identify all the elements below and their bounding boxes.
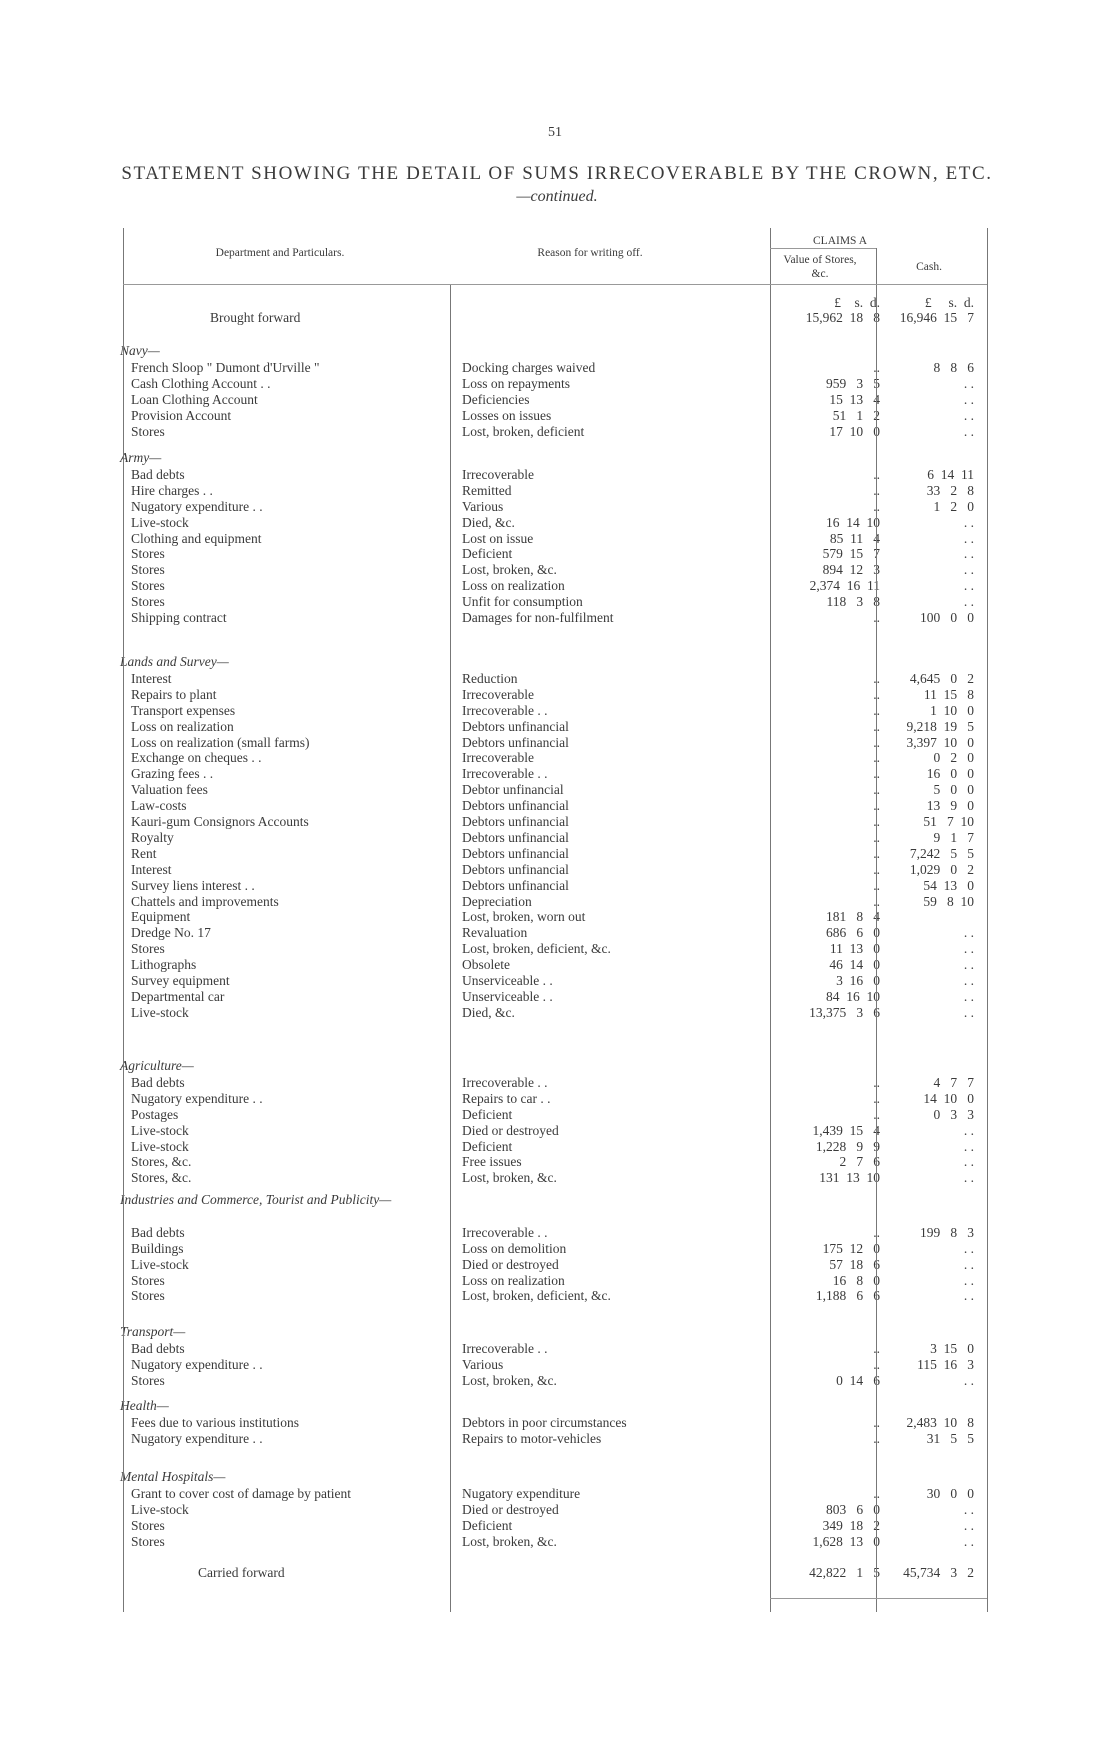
- section-title: Agriculture—: [120, 1058, 194, 1073]
- row-reason: Unserviceable . .: [462, 988, 553, 1004]
- row-value: 2,374 16 11: [809, 578, 880, 594]
- right-rule: [987, 228, 988, 1612]
- row-cash: . .: [963, 562, 974, 578]
- row-cash: 3 15 0: [930, 1340, 974, 1356]
- row-reason: Debtors unfinancial: [462, 829, 569, 845]
- row-reason: Free issues: [462, 1154, 522, 1170]
- row-reason: Debtors unfinancial: [462, 798, 569, 814]
- brought-forward-label: Brought forward: [210, 310, 301, 325]
- carried-forward-label: Carried forward: [198, 1565, 285, 1580]
- row-value: ..: [873, 1106, 880, 1122]
- left-rule: [123, 228, 124, 1612]
- row-cash: . .: [963, 1240, 974, 1256]
- page-subtitle: —continued.: [516, 188, 598, 205]
- row-value: ..: [873, 798, 880, 814]
- row-value: ..: [873, 1485, 880, 1501]
- row-value: 13,375 3 6: [809, 1004, 880, 1020]
- row-item: Departmental car: [131, 988, 225, 1004]
- row-item: Stores: [131, 562, 165, 578]
- row-reason: Remitted: [462, 482, 512, 498]
- row-item: Chattels and improvements: [131, 893, 279, 909]
- row-value: ..: [873, 829, 880, 845]
- row-cash: . .: [963, 1004, 974, 1020]
- row-item: Loss on realization: [131, 718, 234, 734]
- row-value: ..: [873, 702, 880, 718]
- row-value: 181 8 4: [826, 909, 880, 925]
- row-reason: Died or destroyed: [462, 1501, 559, 1517]
- row-cash: . .: [963, 1517, 974, 1533]
- row-value: ..: [873, 610, 880, 625]
- row-value: 16 8 0: [832, 1272, 880, 1288]
- row-reason: Debtors unfinancial: [462, 877, 569, 893]
- row-reason: Reduction: [462, 670, 518, 686]
- row-cash: 13 9 0: [926, 798, 974, 814]
- reason-rule: [450, 285, 451, 1612]
- row-value: ..: [873, 498, 880, 514]
- brought-forward-value: 15,962 18 8: [805, 310, 880, 325]
- row-item: Interest: [131, 670, 172, 686]
- row-item: Live-stock: [131, 514, 189, 530]
- row-item: Stores, &c.: [131, 1170, 192, 1186]
- row-item: Stores: [131, 546, 165, 562]
- row-value: ..: [873, 750, 880, 766]
- row-value: 959 3 5: [826, 375, 880, 391]
- row-reason: Debtors unfinancial: [462, 861, 569, 877]
- row-value: 175 12 0: [822, 1240, 880, 1256]
- row-value: 2 7 6: [839, 1154, 880, 1170]
- carried-forward-value: 42,822 1 5: [809, 1565, 880, 1580]
- row-reason: Damages for non-fulfilment: [462, 610, 614, 625]
- row-item: Survey liens interest . .: [131, 877, 255, 893]
- row-cash: 1 10 0: [930, 702, 974, 718]
- row-item: Stores: [131, 423, 165, 439]
- row-reason: Lost on issue: [462, 530, 534, 546]
- row-item: Law-costs: [131, 798, 187, 814]
- row-cash: 1,029 0 2: [909, 861, 974, 877]
- row-item: Live-stock: [131, 1138, 189, 1154]
- row-item: Kauri-gum Consignors Accounts: [131, 814, 309, 829]
- row-item: Bad debts: [131, 1340, 185, 1356]
- row-value: ..: [873, 1430, 880, 1446]
- row-cash: . .: [963, 1372, 974, 1388]
- row-value: ..: [873, 1074, 880, 1090]
- row-item: Cash Clothing Account . .: [131, 375, 271, 391]
- row-value: 894 12 3: [822, 562, 880, 578]
- header-cash: Cash.: [916, 261, 942, 273]
- row-reason: Irrecoverable . .: [462, 1340, 548, 1356]
- row-cash: . .: [963, 594, 974, 610]
- row-reason: Lost, broken, &c.: [462, 562, 557, 578]
- row-reason: Irrecoverable: [462, 466, 534, 482]
- row-cash: 0 2 0: [933, 750, 974, 766]
- row-value: 17 10 0: [829, 423, 880, 439]
- row-cash: . .: [963, 514, 974, 530]
- row-item: Royalty: [131, 829, 174, 845]
- currency-header-cash: £ s. d.: [924, 295, 974, 310]
- section-title: Mental Hospitals—: [120, 1469, 226, 1484]
- row-value: 15 13 4: [829, 391, 880, 407]
- row-reason: Losses on issues: [462, 407, 552, 423]
- row-value: 85 11 4: [829, 530, 880, 546]
- row-reason: Irrecoverable . .: [462, 1224, 548, 1240]
- row-item: Rent: [131, 845, 157, 861]
- row-reason: Deficient: [462, 1517, 513, 1533]
- row-value: 16 14 10: [826, 514, 880, 530]
- row-item: Stores: [131, 941, 165, 957]
- row-cash: 33 2 8: [926, 482, 974, 498]
- row-value: 11 13 0: [829, 941, 880, 957]
- row-value: 57 18 6: [829, 1256, 880, 1272]
- row-item: Live-stock: [131, 1256, 189, 1272]
- row-reason: Depreciation: [462, 893, 532, 909]
- row-reason: Loss on repayments: [462, 375, 570, 391]
- row-cash: 14 10 0: [923, 1090, 974, 1106]
- row-item: Stores: [131, 1533, 165, 1549]
- row-cash: 31 5 5: [926, 1430, 974, 1446]
- row-value: ..: [873, 893, 880, 909]
- row-reason: Repairs to car . .: [462, 1090, 551, 1106]
- header-value-of-stores: Value of Stores, &c.: [783, 254, 857, 280]
- row-cash: . .: [963, 530, 974, 546]
- row-cash: 54 13 0: [923, 877, 974, 893]
- row-reason: Debtor unfinancial: [462, 782, 564, 798]
- row-item: Nugatory expenditure . .: [131, 1430, 263, 1446]
- row-reason: Repairs to motor-vehicles: [462, 1430, 602, 1446]
- row-item: Nugatory expenditure . .: [131, 498, 263, 514]
- row-reason: Deficiencies: [462, 391, 530, 407]
- row-value: 686 6 0: [826, 925, 880, 941]
- total-rule: [770, 1598, 987, 1599]
- row-cash: . .: [963, 1138, 974, 1154]
- row-reason: Various: [462, 1356, 504, 1372]
- row-item: Stores, &c.: [131, 1154, 192, 1170]
- row-reason: Lost, broken, deficient, &c.: [462, 941, 611, 957]
- header-reason: Reason for writing off.: [537, 247, 643, 259]
- row-item: Lithographs: [131, 957, 197, 973]
- row-cash: 4,645 0 2: [909, 670, 974, 686]
- row-cash: 100 0 0: [920, 610, 974, 625]
- section-title: Transport—: [120, 1324, 186, 1339]
- row-item: Live-stock: [131, 1004, 189, 1020]
- row-reason: Irrecoverable . .: [462, 702, 548, 718]
- row-reason: Docking charges waived: [462, 359, 596, 375]
- row-cash: . .: [963, 375, 974, 391]
- row-item: Live-stock: [131, 1501, 189, 1517]
- row-reason: Deficient: [462, 1138, 513, 1154]
- row-value: ..: [873, 686, 880, 702]
- row-cash: . .: [963, 1122, 974, 1138]
- row-item: Dredge No. 17: [131, 925, 211, 941]
- row-cash: 9,218 19 5: [906, 718, 974, 734]
- row-reason: Irrecoverable . .: [462, 766, 548, 782]
- row-value: ..: [873, 1414, 880, 1430]
- row-item: Stores: [131, 578, 165, 594]
- header-department: Department and Particulars.: [215, 247, 345, 259]
- row-item: Nugatory expenditure . .: [131, 1356, 263, 1372]
- row-item: Stores: [131, 1272, 165, 1288]
- row-item: Bad debts: [131, 1074, 185, 1090]
- row-item: Stores: [131, 594, 165, 610]
- row-cash: 7,242 5 5: [909, 845, 974, 861]
- row-item: Valuation fees: [131, 782, 208, 798]
- row-value: 46 14 0: [829, 957, 880, 973]
- row-cash: . .: [963, 407, 974, 423]
- row-value: ..: [873, 1090, 880, 1106]
- row-value: ..: [873, 734, 880, 750]
- row-value: 1,439 15 4: [812, 1122, 880, 1138]
- row-reason: Deficient: [462, 546, 513, 562]
- row-item: Transport expenses: [131, 702, 236, 718]
- row-cash: . .: [963, 1272, 974, 1288]
- row-cash: . .: [963, 973, 974, 988]
- row-cash: 4 7 7: [933, 1074, 974, 1090]
- section-title: Army—: [120, 450, 162, 465]
- row-cash: 8 8 6: [933, 359, 974, 375]
- row-cash: . .: [963, 546, 974, 562]
- row-value: 84 16 10: [826, 988, 880, 1004]
- row-cash: . .: [963, 925, 974, 941]
- row-cash: . .: [963, 391, 974, 407]
- row-cash: . .: [963, 1256, 974, 1272]
- row-reason: Lost, broken, &c.: [462, 1372, 557, 1388]
- row-item: Grant to cover cost of damage by patient: [131, 1485, 352, 1501]
- row-reason: Died or destroyed: [462, 1256, 559, 1272]
- row-reason: Lost, broken, &c.: [462, 1170, 557, 1186]
- value-rule: [770, 228, 771, 1612]
- row-value: ..: [873, 466, 880, 482]
- row-item: Stores: [131, 1372, 165, 1388]
- row-cash: 9 1 7: [933, 829, 974, 845]
- row-reason: Lost, broken, deficient: [462, 423, 585, 439]
- row-item: Buildings: [131, 1240, 184, 1256]
- row-item: Postages: [131, 1106, 179, 1122]
- row-value: ..: [873, 877, 880, 893]
- row-reason: Died, &c.: [462, 1004, 515, 1020]
- currency-header-value: £ s. d.: [834, 295, 880, 310]
- row-reason: Died or destroyed: [462, 1122, 559, 1138]
- row-item: Loan Clothing Account: [131, 391, 258, 407]
- row-cash: . .: [963, 1288, 974, 1304]
- row-reason: Revaluation: [462, 925, 528, 941]
- cash-rule: [876, 248, 877, 1612]
- row-value: 1,188 6 6: [815, 1288, 880, 1304]
- row-cash: 59 8 10: [923, 893, 974, 909]
- row-item: Loss on realization (small farms): [131, 734, 310, 750]
- row-reason: Debtors unfinancial: [462, 814, 569, 829]
- row-item: Grazing fees . .: [131, 766, 214, 782]
- row-reason: Irrecoverable: [462, 750, 534, 766]
- row-value: ..: [873, 861, 880, 877]
- row-reason: Loss on demolition: [462, 1240, 567, 1256]
- section-title: Industries and Commerce, Tourist and Publicity—: [120, 1192, 392, 1207]
- brought-forward-cash: 16,946 15 7: [899, 310, 974, 325]
- row-item: Shipping contract: [131, 610, 227, 625]
- row-value: ..: [873, 670, 880, 686]
- row-cash: . .: [963, 423, 974, 439]
- carried-forward-cash: 45,734 3 2: [903, 1565, 974, 1580]
- row-reason: Unserviceable . .: [462, 973, 553, 988]
- row-item: Nugatory expenditure . .: [131, 1090, 263, 1106]
- row-value: ..: [873, 845, 880, 861]
- row-value: 0 14 6: [836, 1372, 880, 1388]
- row-value: ..: [873, 718, 880, 734]
- row-item: Equipment: [131, 909, 191, 925]
- row-item: Bad debts: [131, 466, 185, 482]
- row-value: ..: [873, 482, 880, 498]
- row-item: French Sloop " Dumont d'Urville ": [131, 359, 320, 375]
- row-cash: 3,397 10 0: [906, 734, 974, 750]
- row-item: Stores: [131, 1517, 165, 1533]
- row-cash: 6 14 11: [927, 466, 974, 482]
- row-item: Interest: [131, 861, 172, 877]
- header-bottom-rule: [123, 284, 987, 285]
- row-reason: Lost, broken, &c.: [462, 1533, 557, 1549]
- row-item: Bad debts: [131, 1224, 185, 1240]
- row-value: 1,628 13 0: [812, 1533, 880, 1549]
- row-value: 3 16 0: [836, 973, 880, 988]
- row-value: 51 1 2: [832, 407, 880, 423]
- row-value: 118 3 8: [826, 594, 880, 610]
- row-value: ..: [873, 1356, 880, 1372]
- page-number: 51: [548, 125, 562, 140]
- row-reason: Unfit for consumption: [462, 594, 583, 610]
- row-cash: 199 8 3: [920, 1224, 974, 1240]
- row-value: ..: [873, 1340, 880, 1356]
- row-cash: 1 2 0: [933, 498, 974, 514]
- row-cash: . .: [963, 957, 974, 973]
- claims-header-rule: [770, 248, 876, 249]
- row-reason: Loss on realization: [462, 578, 565, 594]
- section-title: Lands and Survey—: [120, 654, 229, 669]
- row-reason: Irrecoverable . .: [462, 1074, 548, 1090]
- page-title: STATEMENT SHOWING THE DETAIL OF SUMS IRRECOVERABLE BY THE CROWN, ETC.: [121, 163, 993, 184]
- row-cash: . .: [963, 1170, 974, 1186]
- row-cash: 2,483 10 8: [906, 1414, 974, 1430]
- row-cash: 51 7 10: [923, 814, 974, 829]
- row-value: ..: [873, 359, 880, 375]
- section-title: Health—: [120, 1398, 169, 1413]
- row-reason: Died, &c.: [462, 514, 515, 530]
- row-reason: Debtors unfinancial: [462, 718, 569, 734]
- row-reason: Loss on realization: [462, 1272, 565, 1288]
- row-cash: . .: [963, 941, 974, 957]
- row-reason: Obsolete: [462, 957, 510, 973]
- row-reason: Nugatory expenditure: [462, 1485, 581, 1501]
- row-item: Clothing and equipment: [131, 530, 262, 546]
- header-claims: CLAIMS A: [813, 235, 867, 247]
- row-value: 349 18 2: [822, 1517, 880, 1533]
- row-value: ..: [873, 782, 880, 798]
- row-value: 131 13 10: [819, 1170, 880, 1186]
- row-reason: Deficient: [462, 1106, 513, 1122]
- row-item: Exchange on cheques . .: [131, 750, 262, 766]
- row-reason: Lost, broken, deficient, &c.: [462, 1288, 611, 1304]
- row-reason: Irrecoverable: [462, 686, 534, 702]
- row-item: Provision Account: [131, 407, 232, 423]
- row-item: Fees due to various institutions: [131, 1414, 299, 1430]
- row-cash: . .: [963, 988, 974, 1004]
- row-value: ..: [873, 1224, 880, 1240]
- row-reason: Debtors unfinancial: [462, 845, 569, 861]
- row-reason: Debtors unfinancial: [462, 734, 569, 750]
- row-cash: 5 0 0: [933, 782, 974, 798]
- row-cash: 11 15 8: [923, 686, 974, 702]
- row-cash: 115 16 3: [917, 1356, 974, 1372]
- row-value: ..: [873, 766, 880, 782]
- row-value: 1,228 9 9: [815, 1138, 880, 1154]
- row-value: 579 15 7: [822, 546, 880, 562]
- row-reason: Various: [462, 498, 504, 514]
- row-cash: 0 3 3: [933, 1106, 974, 1122]
- row-reason: Debtors in poor circumstances: [462, 1414, 627, 1430]
- row-reason: Lost, broken, worn out: [462, 909, 586, 925]
- row-cash: . .: [963, 1154, 974, 1170]
- row-cash: 16 0 0: [926, 766, 974, 782]
- row-item: Live-stock: [131, 1122, 189, 1138]
- row-cash: . .: [963, 1501, 974, 1517]
- row-cash: . .: [963, 1533, 974, 1549]
- row-cash: . .: [963, 578, 974, 594]
- row-item: Stores: [131, 1288, 165, 1304]
- row-item: Survey equipment: [131, 973, 230, 988]
- section-title: Navy—: [120, 343, 160, 358]
- row-cash: 30 0 0: [926, 1485, 974, 1501]
- row-item: Repairs to plant: [131, 686, 217, 702]
- row-value: ..: [873, 814, 880, 829]
- row-value: 803 6 0: [826, 1501, 880, 1517]
- row-item: Hire charges . .: [131, 482, 213, 498]
